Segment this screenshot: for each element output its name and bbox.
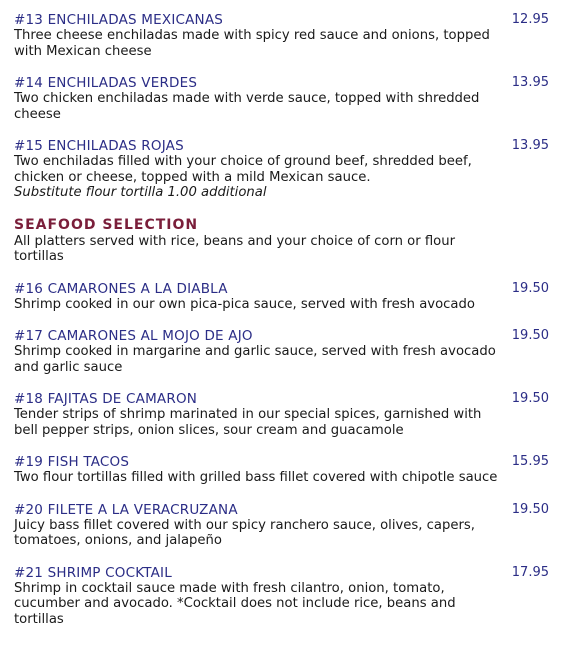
item-price: 12.95 — [511, 12, 549, 27]
item-title: #19 FISH TACOS — [14, 454, 130, 470]
item-price: 19.50 — [511, 501, 549, 517]
menu-item-15 — [14, 138, 549, 201]
item-description: Two chicken enchiladas made with verde sauce, topped with shredded cheese — [14, 91, 480, 122]
item-description: Shrimp cooked in our own pica-pica sauce, served with fresh avocado — [14, 296, 475, 312]
menu-item-19 — [14, 454, 549, 486]
item-description: Juicy bass fillet covered with our spicy ranchero sauce, olives, capers, tomatoes, onions, and jalapeño — [14, 517, 475, 548]
item-price: 15.95 — [511, 454, 549, 469]
item-title: #14 ENCHILADAS VERDES — [14, 75, 198, 91]
section-description: All platters served with rice, beans and your choice of corn or flour tortillas — [14, 233, 456, 264]
item-description: Three cheese enchiladas made with spicy red sauce and onions, topped with Mexican cheese — [14, 28, 490, 59]
item-price: 13.95 — [511, 75, 549, 90]
item-price: 17.95 — [511, 564, 549, 580]
menu-item-14 — [14, 75, 549, 122]
item-title: #21 SHRIMP COCKTAIL — [14, 564, 172, 581]
item-description: Shrimp cooked in margarine and garlic sauce, served with fresh avocado and garlic sauce — [14, 344, 496, 375]
item-title: #15 ENCHILADAS ROJAS — [14, 138, 184, 154]
menu-item-13 — [14, 12, 549, 59]
item-price: 13.95 — [511, 138, 549, 153]
item-price: 19.50 — [511, 391, 549, 406]
item-title: #13 ENCHILADAS MEXICANAS — [14, 12, 224, 28]
item-title: #18 FAJITAS DE CAMARON — [14, 391, 198, 407]
menu-item-18 — [14, 391, 549, 438]
item-note: Substitute flour tortilla 1.00 additional — [14, 185, 267, 200]
item-price: 19.50 — [511, 280, 549, 296]
menu-item-20 — [14, 502, 549, 549]
item-description: Shrimp in cocktail sauce made with fresh cilantro, onion, tomato, cucumber and avocado. *Cocktail does not include rice, beans and tortillas — [14, 580, 456, 627]
item-price: 19.50 — [511, 328, 549, 343]
menu-item-17 — [14, 328, 549, 375]
item-description: Tender strips of shrimp marinated in our special spices, garnished with bell pepper strips, onion slices, sour cream and guacamole — [14, 407, 482, 438]
menu-item-21 — [14, 565, 549, 628]
item-title: #20 FILETE A LA VERACRUZANA — [14, 501, 238, 518]
item-description: Two enchiladas filled with your choice of ground beef, shredded beef, chicken or cheese, topped with a mild Mexican sauce. — [14, 154, 472, 185]
seafood-section-header — [14, 217, 565, 265]
item-title: #17 CAMARONES AL MOJO DE AJO — [14, 328, 253, 344]
item-description: Two flour tortillas filled with grilled bass fillet covered with chipotle sauce — [14, 470, 498, 485]
menu-item-16 — [14, 281, 549, 313]
section-title: SEAFOOD SELECTION — [14, 216, 199, 233]
item-title: #16 CAMARONES A LA DIABLA — [14, 280, 228, 297]
